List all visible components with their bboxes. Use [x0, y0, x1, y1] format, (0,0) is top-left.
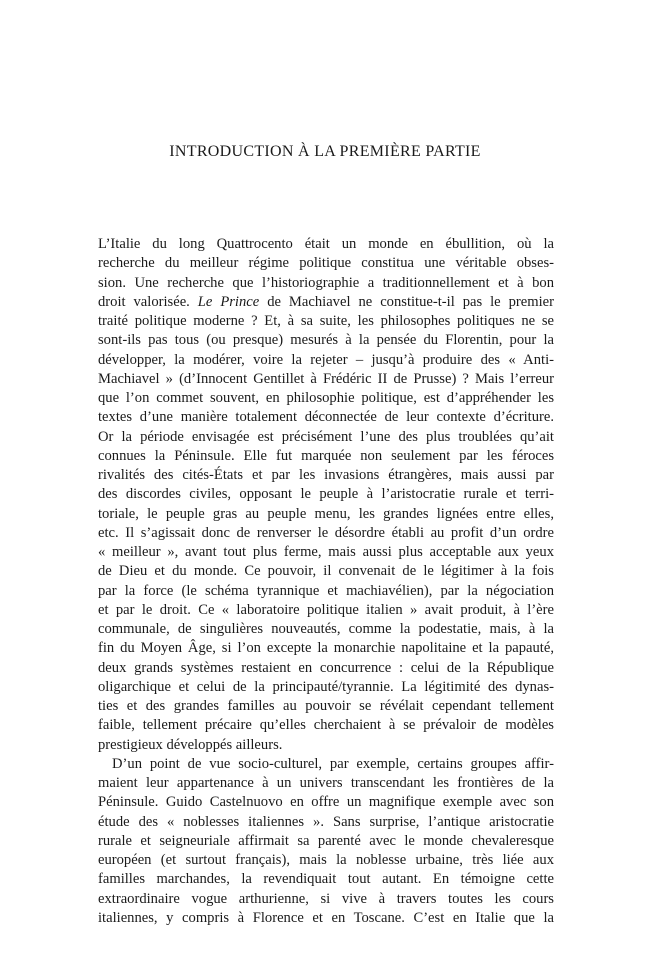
text-line: faible, tellement précaire qu’elles cherchaient à se prévaloir de modèles [98, 717, 554, 734]
text-line: extraordinaire vogue arthurienne, si vive à travers toutes les cours [98, 890, 554, 907]
text-line: que l’on commet souvent, en philosophie politique, est d’appréhender les [98, 390, 554, 406]
text-line: européen (et surtout français), mais la noblesse urbaine, très liée aux [98, 852, 554, 868]
text-line: rivalités des cités-États et par les invasions étrangères, mais aussi par [98, 467, 554, 483]
text-line: etc. Il s’agissait donc de renverser le désordre établi au profit d’un ordre [98, 524, 554, 541]
text-line: traité politique moderne ? Et, à sa suite, les philosophes politiques ne se [98, 313, 554, 329]
text-segment: droit valorisée. [98, 293, 190, 310]
text-line: des discordes civiles, opposant le peuple à l’aristocratie rurale et terri- [98, 486, 554, 503]
text-line: oligarchique et celui de la principauté/tyrannie. La légitimité des dynas- [98, 678, 554, 695]
text-line: Péninsule. Guido Castelnuovo en offre un magnifique exemple avec son [98, 794, 554, 811]
body-text [98, 235, 554, 928]
text-line: développer, la modérer, voire la rejeter – jusqu’à produire des « Anti- [98, 351, 554, 368]
text-line: rurale et seigneuriale affirmait sa parenté avec le monde chevaleresque [98, 832, 554, 849]
chapter-title: INTRODUCTION À LA PREMIÈRE PARTIE [169, 143, 481, 160]
text-line-with-title [98, 293, 554, 312]
text-line: prestigieux développés ailleurs. [98, 736, 283, 753]
text-line: familles marchandes, la revendiquait tout autant. En témoigne cette [98, 871, 554, 888]
text-line: textes d’une manière totalement déconnectée de leur contexte d’écriture. [98, 409, 554, 426]
text-line: italiennes, y compris à Florence et en Toscane. C’est en Italie que la [98, 909, 554, 926]
book-title-italic: Le Prince [197, 293, 260, 310]
text-line: maient leur appartenance à un univers transcendant les frontières de la [98, 775, 554, 791]
text-line: de Dieu et du monde. Ce pouvoir, il convenait de le légitimer à la fois [98, 563, 554, 580]
text-line: sont-ils pas tous (ou presque) mesurés à la pensée du Florentin, pour la [98, 332, 554, 349]
text-line: L’Italie du long Quattrocento était un monde en ébullition, où la [98, 236, 554, 252]
text-line: étude des « noblesses italiennes ». Sans surprise, l’antique aristocratie [98, 813, 554, 830]
text-line: connues la Péninsule. Elle fut marquée non seulement par les féroces [98, 447, 554, 464]
text-line: sion. Une recherche que l’historiographie a traditionnellement et à bon [98, 274, 554, 291]
text-line: et par le droit. Ce « laboratoire politique italien » avait produit, à l’ère [98, 601, 554, 618]
text-line: par la force (le schéma tyrannique et machiavélien), par la négociation [98, 582, 554, 599]
text-line: « meilleur », avant tout plus ferme, mais aussi plus acceptable aux yeux [98, 544, 554, 560]
text-line: ties et des grandes familles au pouvoir se révélait cependant tellement [98, 698, 554, 714]
text-line: fin du Moyen Âge, si l’on excepte la monarchie napolitaine et la papauté, [98, 640, 554, 657]
text-line: communale, de singulières nouveautés, comme la podestatie, mais, à la [98, 621, 554, 637]
text-line: recherche du meilleur régime politique constitua une véritable obses- [98, 255, 554, 272]
text-line: D’un point de vue socio-culturel, par exemple, certains groupes affir- [112, 755, 554, 772]
text-segment: de Machiavel ne constitue-t-il pas le premier [267, 293, 554, 310]
text-line: deux grands systèmes restaient en concurrence : celui de la République [98, 659, 554, 676]
text-line: toriale, le peuple gras au peuple menu, les grandes lignées entre elles, [98, 505, 554, 522]
text-line: Machiavel » (d’Innocent Gentillet à Frédéric II de Prusse) ? Mais l’erreur [98, 370, 554, 387]
text-line: Or la période envisagée est précisément l’une des plus troublées qu’ait [98, 428, 554, 445]
